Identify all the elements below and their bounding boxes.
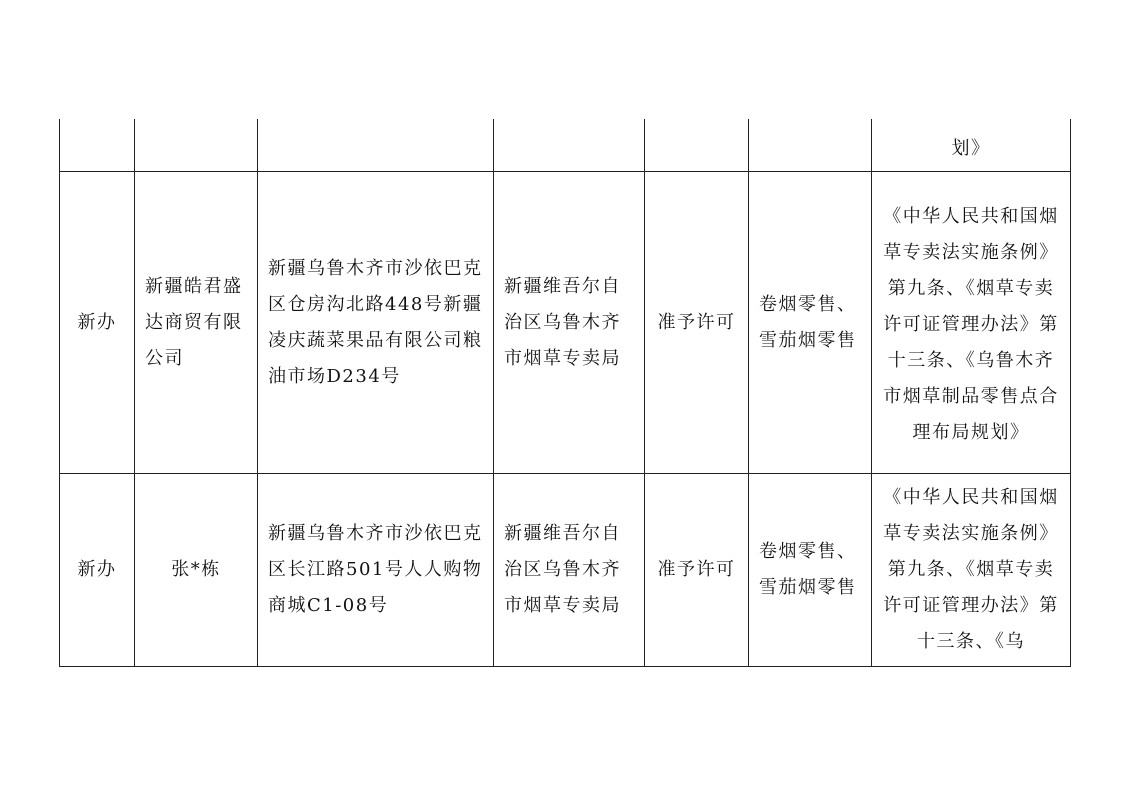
cell-address	[258, 119, 494, 172]
cell-name: 张*栋	[135, 474, 258, 667]
cell-type	[60, 119, 135, 172]
cell-name: 新疆皓君盛达商贸有限公司	[135, 172, 258, 474]
cell-scope	[749, 119, 872, 172]
cell-type: 新办	[60, 172, 135, 474]
cell-scope: 卷烟零售、雪茄烟零售	[749, 474, 872, 667]
table-row	[60, 474, 1071, 667]
table-row	[60, 172, 1071, 474]
cell-address: 新疆乌鲁木齐市沙依巴克区仓房沟北路448号新疆凌庆蔬菜果品有限公司粮油市场D234号	[258, 172, 494, 474]
cell-decision: 准予许可	[645, 474, 749, 667]
cell-name	[135, 119, 258, 172]
cell-decision: 准予许可	[645, 172, 749, 474]
license-table	[59, 119, 1071, 667]
cell-type: 新办	[60, 474, 135, 667]
cell-scope: 卷烟零售、雪茄烟零售	[749, 172, 872, 474]
cell-basis: 《中华人民共和国烟草专卖法实施条例》第九条、《烟草专卖许可证管理办法》第十三条、《乌鲁木齐市烟草制品零售点合理布局规划》	[872, 172, 1071, 474]
table-row	[60, 119, 1071, 172]
cell-basis: 划》	[872, 119, 1071, 172]
cell-basis: 《中华人民共和国烟草专卖法实施条例》第九条、《烟草专卖许可证管理办法》第十三条、《乌	[872, 474, 1071, 667]
cell-authority: 新疆维吾尔自治区乌鲁木齐市烟草专卖局	[494, 172, 645, 474]
cell-address: 新疆乌鲁木齐市沙依巴克区长江路501号人人购物商城C1-08号	[258, 474, 494, 667]
cell-authority	[494, 119, 645, 172]
cell-decision	[645, 119, 749, 172]
cell-authority: 新疆维吾尔自治区乌鲁木齐市烟草专卖局	[494, 474, 645, 667]
